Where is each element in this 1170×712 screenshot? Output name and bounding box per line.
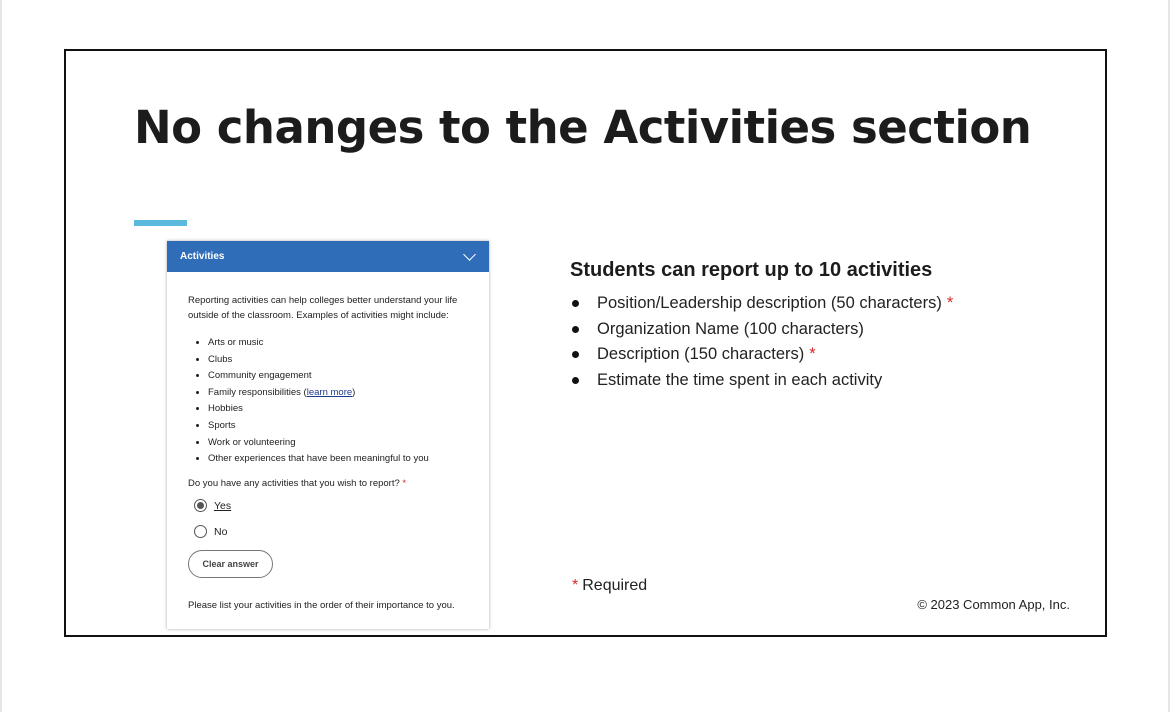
- bullet-icon: [572, 326, 579, 333]
- activity-examples-list: [188, 335, 473, 468]
- radio-option-yes[interactable]: [194, 497, 473, 515]
- radio-label-no[interactable]: No: [214, 525, 228, 538]
- family-responsibilities-text: Family responsibilities (: [208, 386, 307, 398]
- learn-more-link[interactable]: learn more: [306, 386, 353, 398]
- list-item: [572, 342, 953, 368]
- clear-answer-button[interactable]: Clear answer: [188, 550, 273, 578]
- radio-unselected-icon[interactable]: [194, 525, 207, 538]
- activities-intro: Reporting activities can help colleges better understand your life outside of the classroom. Examples of activities might include:: [188, 295, 458, 321]
- bullet-icon: [572, 300, 579, 307]
- required-legend-text: Required: [582, 577, 648, 594]
- slide-title: No changes to the Activities section: [134, 101, 1032, 154]
- activities-panel-body: [167, 272, 489, 611]
- radio-label-yes[interactable]: Yes: [214, 499, 232, 512]
- radio-selected-icon[interactable]: [194, 499, 207, 512]
- bullet-text: Estimate the time spent in each activity: [597, 370, 883, 389]
- bullet-text: Position/Leadership description (50 characters): [597, 294, 942, 313]
- required-asterisk: *: [946, 294, 954, 313]
- list-item: • Work or volunteering: [208, 435, 473, 452]
- slide: [64, 49, 1107, 637]
- copyright-notice: © 2023 Common App, Inc.: [917, 597, 1070, 612]
- list-item: • Clubs: [208, 352, 473, 369]
- family-close-paren: ): [352, 386, 356, 398]
- accent-bar: [134, 220, 187, 226]
- required-asterisk: *: [809, 345, 816, 364]
- activities-panel-header[interactable]: [167, 241, 489, 272]
- activities-limit-heading: Students can report up to 10 activities: [570, 259, 933, 281]
- bullet-text: Description (150 characters): [597, 345, 805, 364]
- bullet-text: Organization Name (100 characters): [597, 319, 864, 338]
- activity-fields-list: [572, 291, 953, 393]
- required-asterisk: *: [402, 477, 407, 489]
- list-item: • Arts or music: [208, 335, 473, 352]
- required-asterisk: *: [572, 577, 579, 594]
- list-item: [572, 317, 953, 343]
- list-item: • Hobbies: [208, 401, 473, 418]
- bullet-icon: [572, 351, 579, 358]
- list-item: [572, 291, 953, 317]
- activities-order-instruction: Please list your activities in the order of their importance to you.: [188, 599, 455, 611]
- question-text: Do you have any activities that you wish to report?: [188, 477, 400, 489]
- list-item: • Community engagement: [208, 368, 473, 385]
- radio-option-no[interactable]: [194, 523, 473, 541]
- list-item: [572, 368, 953, 394]
- page-edge-left: [0, 0, 2, 712]
- list-item: • Sports: [208, 418, 473, 435]
- chevron-down-icon[interactable]: [463, 248, 476, 261]
- required-legend: [572, 577, 647, 595]
- list-item: [208, 385, 473, 402]
- list-item: • Other experiences that have been meaningful to you: [208, 451, 473, 468]
- activities-panel: [167, 241, 489, 629]
- activities-panel-title: Activities: [180, 251, 225, 262]
- bullet-icon: [572, 377, 579, 384]
- report-activities-question: [188, 478, 473, 489]
